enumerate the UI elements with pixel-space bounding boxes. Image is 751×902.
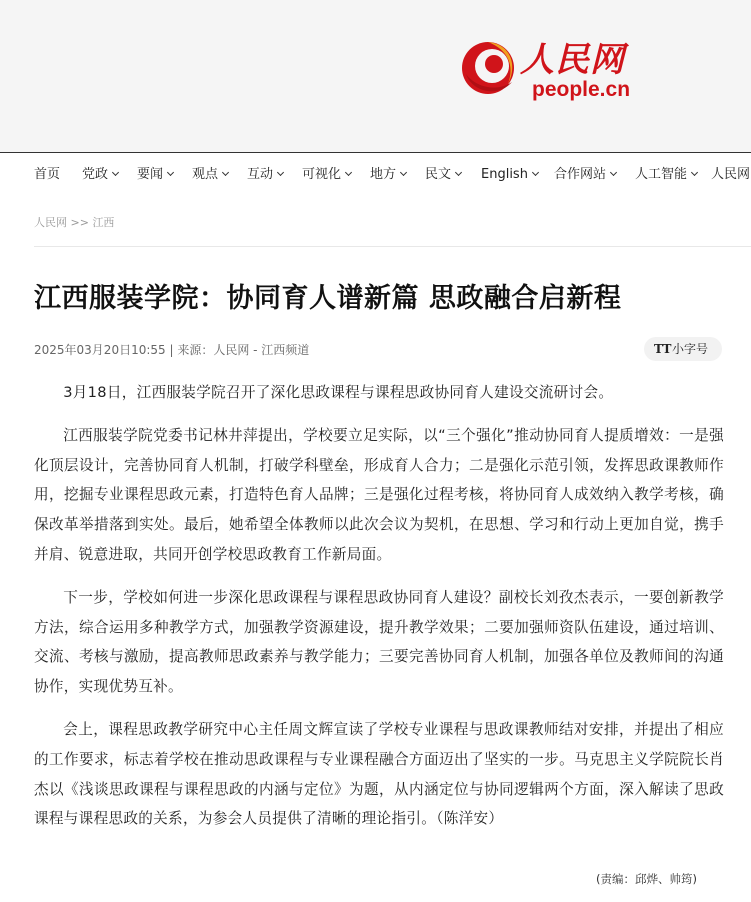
chevron-down-icon — [222, 169, 229, 176]
nav-item-headlines[interactable] — [137, 153, 173, 197]
nav-label: 首页 — [34, 167, 61, 182]
divider — [34, 246, 751, 247]
chevron-down-icon — [400, 169, 407, 176]
nav-item-people[interactable] — [711, 153, 750, 197]
nav-label: 党政 — [82, 167, 109, 182]
article-paragraph: 3月18日，江西服装学院召开了深化思政课程与课程思政协同育人建设交流研讨会。 — [63, 384, 614, 401]
nav-item-ethnic[interactable] — [425, 153, 461, 197]
nav-item-local[interactable] — [370, 153, 406, 197]
nav-label: 民文 — [425, 167, 452, 182]
people-logo-icon — [458, 34, 522, 98]
article-meta: 2025年03月20日10:55 | 来源：人民网 - 江西频道 — [34, 343, 310, 357]
nav-item-opinion[interactable] — [192, 153, 228, 197]
nav-label: 人工智能 — [635, 167, 688, 182]
nav-label: 观点 — [192, 167, 219, 182]
chevron-down-icon — [532, 169, 539, 176]
nav-label: 要闻 — [137, 167, 164, 182]
article-editor: (责编：邱烨、帅筠) — [596, 872, 697, 886]
nav-item-partners[interactable] — [554, 153, 616, 197]
font-size-button[interactable] — [644, 337, 722, 361]
nav-item-ai[interactable] — [635, 153, 697, 197]
site-logo[interactable] — [458, 32, 638, 112]
chevron-down-icon — [167, 169, 174, 176]
chevron-down-icon — [345, 169, 352, 176]
article-title: 江西服装学院：协同育人谱新篇 思政融合启新程 — [34, 283, 622, 314]
nav-item-english[interactable] — [481, 153, 538, 197]
logo-text-cn: 人民网 — [520, 40, 625, 80]
chevron-down-icon — [455, 169, 462, 176]
breadcrumb — [34, 214, 114, 230]
breadcrumb-current[interactable]: 江西 — [92, 216, 115, 229]
article-paragraph: 下一步，学校如何进一步深化思政课程与课程思政协同育人建设？副校长刘孜杰表示，一要创新教学方法，综合运用多种教学方式，加强教学资源建设，提升教学效果；二要加强师资队伍建设，通过培训、交流、考核与激励，提高教师思政素养与教学能力；三要完善协同育人机制，加强各单位及教师间的沟通协作，实现优势互补。 — [34, 588, 724, 696]
nav-item-visual[interactable] — [302, 153, 351, 197]
article-paragraph: 会上，课程思政教学研究中心主任周文辉宣读了学校专业课程与思政课教师结对安排，并提出了相应的工作要求，标志着学校在推动思政课程与专业课程融合方面迈出了坚实的一步。马克思主义学院院长肖杰以《浅谈思政课程与课程思政的内涵与定位》为题，从内涵定位与协同逻辑两个方面，深入解读了思政课程与课程思政的关系，为参会人员提供了清晰的理论指引。（陈洋安） — [34, 720, 724, 828]
article-body — [34, 378, 724, 847]
chevron-down-icon — [277, 169, 284, 176]
breadcrumb-separator: >> — [70, 216, 89, 229]
chevron-down-icon — [691, 169, 698, 176]
chevron-down-icon — [610, 169, 617, 176]
article-paragraph: 江西服装学院党委书记林井萍提出，学校要立足实际，以“三个强化”推动协同育人提质增效：一是强化顶层设计，完善协同育人机制，打破学科壁垒，形成育人合力；二是强化示范引领，发挥思政课教师作用，挖掘专业课程思政元素，打造特色育人品牌；三是强化过程考核，将协同育人成效纳入教学考核，确保改革举措落到实处。最后，她希望全体教师以此次会议为契机，在思想、学习和行动上更加自觉，携手并肩、锐意进取，共同开创学校思政教育工作新局面。 — [34, 426, 724, 563]
font-size-label: 小字号 — [672, 342, 709, 356]
nav-item-home[interactable] — [34, 153, 60, 197]
nav-label: 可视化 — [302, 167, 342, 182]
breadcrumb-root[interactable]: 人民网 — [34, 216, 67, 229]
main-nav — [0, 152, 751, 197]
font-size-icon: TT — [654, 342, 672, 356]
logo-text-en: people.cn — [532, 78, 631, 101]
site-header-banner — [0, 0, 751, 152]
nav-item-interact[interactable] — [247, 153, 283, 197]
nav-label: 合作网站 — [554, 167, 607, 182]
nav-label: English — [481, 167, 528, 182]
nav-label: 地方 — [370, 167, 397, 182]
nav-item-party-gov[interactable] — [82, 153, 118, 197]
chevron-down-icon — [112, 169, 119, 176]
nav-label: 人民网 — [711, 167, 751, 182]
nav-label: 互动 — [247, 167, 274, 182]
